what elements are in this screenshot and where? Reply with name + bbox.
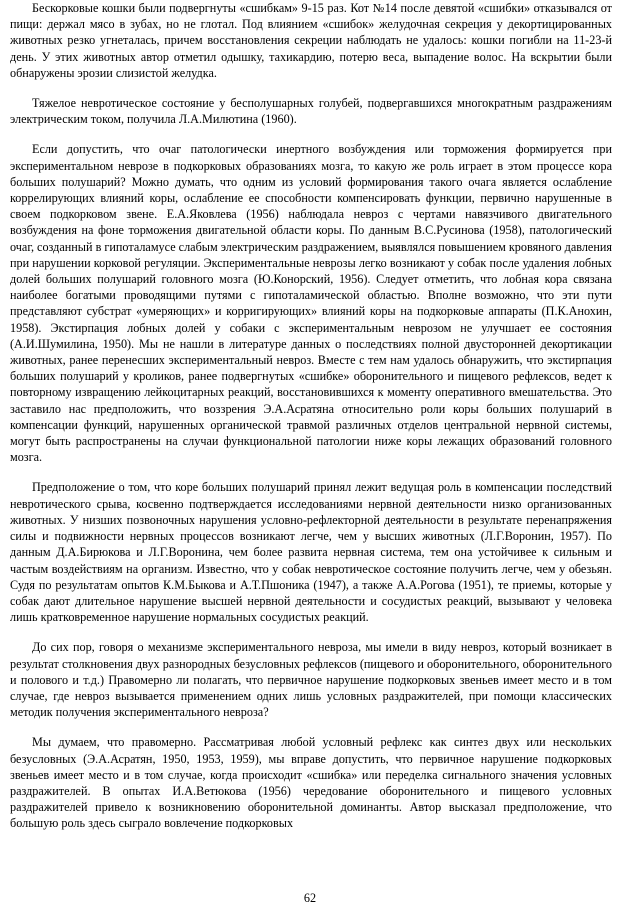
paragraph-6: Мы думаем, что правомерно. Рассматривая любой условный рефлекс как синтез двух или нескольких безусловных (Э.А.Асратян, 1950, 1953, 1959), мы вправе допустить, что первичное нарушение подкорковых звеньев имеет место и в том случае, когда происходит «сшибка» или переделка сигнального значения условных раздражителей. В опытах И.А.Ветюкова (1956) чередование оборонительного и пищевого условных раздражителей привело к возникновению оборонительной доминанты. Автор высказал предположение, что большую роль здесь сыграло вовлечение подкорковых [10, 735, 612, 831]
paragraph-1: Бескорковые кошки были подвергнуты «сшибкам» 9-15 раз. Кот №14 после девятой «сшибки» отказывался от пищи: держал мясо в зубах, но не глотал. Под влиянием «сшибок» желудочная секреция у декортицированных животных резко угнеталась, причем восстановления секреции наблюдать не удалось: кошки погибли на 11-23-й день. У этих животных автор отметил одышку, тахикардию, потерю веса, выпадение волос. На вскрытии были обнаружены эрозии слизистой желудка. [10, 1, 612, 80]
paragraph-2: Тяжелое невротическое состояние у бесполушарных голубей, подвергавшихся многократным раздражениям электрическим током, получила Л.А.Милютина (1960). [10, 96, 612, 127]
paragraph-3: Если допустить, что очаг патологически инертного возбуждения или торможения формируется при экспериментальном неврозе в подкорковых образованиях мозга, то какую же роль играет в этом процессе кора больших полушарий? Можно думать, что одним из условий формирования такого очага является ослабление коррелирующих влияний коры, ослабление ее способности компенсировать функции, первично нарушенные в своем подкорковом звене. Е.А.Яковлева (1956) наблюдала невроз с чертами навязчивого двигательного возбуждения на фоне торможения двигательной области коры. По данным В.С.Русинова (1958), патологический очаг, созданный в гипоталамусе слабым электрическим раздражением, выявлялся повышением кровяного давления при нарушении корковой регуляции. Экспериментальные неврозы легко возникают у собак после удаления лобных долей больших полушарий головного мозга (Ю.Конорский, 1956). Следует отметить, что лобная кора связана наиболее богатыми проводящими путями с гипоталамической областью. Вполне возможно, что эти пути представляют субстрат «умеряющих» и корригирующих» влияний коры на подкорковые аппараты (П.К.Анохин, 1958). Экстирпация лобных долей у собаки с экспериментальным неврозом не улучшает ее состояния (А.И.Шумилина, 1950). Мы не нашли в литературе данных о последствиях полной двусторонней декортикации животных, ранее перенесших экспериментальный невроз. Вместе с тем нам удалось обнаружить, что экстирпация больших полушарий у кроликов, ранее подвергнутых «сшибке» оборонительного и пищевого рефлексов, ведет к повторному извращению лейкоцитарных реакций, восстановившихся к моменту оперативного вмешательства. Это заставило нас предположить, что воззрения Э.А.Асратяна относительно роли коры больших полушарий в компенсации функций, нарушенных органической травмой различных отделов центральной нервной системы, могут быть распространены на случаи функциональной патологии ниже коры лежащих образований головного мозга. [10, 142, 612, 465]
paragraph-4: Предположение о том, что коре больших полушарий принял лежит ведущая роль в компенсации последствий невротического срыва, косвенно подтверждается исследованиями нервной деятельности низко организованных животных. У низших позвоночных нарушения условно-рефлекторной деятельности в результате перенапряжения силы и подвижности нервных процессов возникают легче, чем у высших животных (Л.Г.Воронин, 1957). По данным Д.А.Бирюкова и Л.Г.Воронина, чем более развита нервная система, тем она устойчивее к сильным и частым воздействиям на организм. Известно, что у собак невротическое состояние получить легче, чем у обезьян. Судя по результатам опытов К.М.Быкова и А.Т.Пшоника (1947), а также А.А.Рогова (1951), те приемы, которые у собак дают длительное нарушение высшей нервной деятельности и сосудистых реакций, вызывают у человека лишь кратковременное нарушение нормальных сосудистых реакций. [10, 480, 612, 625]
paragraph-5: До сих пор, говоря о механизме экспериментального невроза, мы имели в виду невроз, который возникает в результат столкновения двух разнородных безусловных рефлексов (пищевого и оборонительного, оборонительного и полового и т.д.) Правомерно ли полагать, что первичное нарушение подкорковых звеньев имеет место и в том случае, где невроз вызывается применением одних лишь условных раздражителей, при помощи классических методик получения экспериментального невроза? [10, 640, 612, 720]
page-number: 62 [303, 891, 317, 905]
